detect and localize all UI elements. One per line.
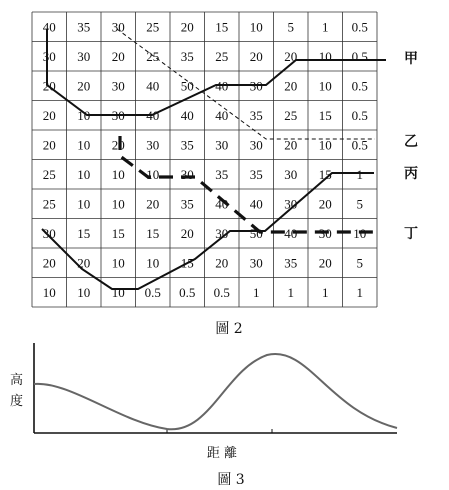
figure-2-caption: 圖 2: [215, 321, 243, 337]
grid-cell-value: 35: [284, 255, 298, 271]
grid-cell-value: 1: [322, 284, 329, 300]
grid-cell-value: 0.5: [351, 78, 368, 94]
grid-cell-value: 10: [77, 107, 91, 123]
grid-cell-value: 5: [287, 19, 294, 35]
grid-cell-value: 40: [215, 196, 229, 212]
grid-cell-value: 10: [146, 255, 160, 271]
grid-cell-value: 20: [77, 255, 91, 271]
grid-cell-value: 40: [284, 225, 298, 241]
elevation-profile-curve: [34, 354, 397, 429]
grid-cell-value: 25: [42, 166, 56, 182]
grid-cell-value: 20: [77, 78, 91, 94]
grid-cell-value: 30: [111, 19, 125, 35]
grid-cell-value: 30: [180, 166, 194, 182]
grid-cell-value: 30: [111, 107, 125, 123]
grid-cell-value: 20: [180, 225, 194, 241]
grid-cell-value: 25: [146, 19, 160, 35]
grid-cell-value: 35: [180, 196, 194, 212]
grid-cell-value: 1: [356, 166, 363, 182]
grid-cell-value: 50: [249, 225, 263, 241]
grid-cell-value: 0.5: [351, 48, 368, 64]
grid-cell-value: 30: [249, 137, 263, 153]
grid-cell-value: 30: [42, 48, 56, 64]
grid-cell-value: 10: [77, 166, 91, 182]
grid-cell-value: 10: [42, 284, 56, 300]
grid-cell-value: 25: [284, 107, 298, 123]
grid-cell-value: 0.5: [351, 137, 368, 153]
grid-cell-value: 0.5: [351, 19, 368, 35]
grid-cell-value: 30: [111, 78, 125, 94]
grid-cell-value: 35: [180, 48, 194, 64]
route-label-yi: 乙: [404, 134, 418, 150]
grid-cell-value: 30: [215, 225, 229, 241]
grid-cell-value: 0.5: [179, 284, 196, 300]
grid-cell-value: 10: [318, 78, 332, 94]
grid-cell-value: 10: [77, 284, 91, 300]
grid-cell-value: 15: [111, 225, 125, 241]
grid-cell-value: 20: [42, 137, 56, 153]
grid-cell-value: 40: [215, 107, 229, 123]
grid-cell-value: 15: [77, 225, 91, 241]
grid-cell-value: 10: [111, 255, 125, 271]
grid-cell-value: 10: [77, 196, 91, 212]
route-label-ding: 丁: [404, 226, 418, 242]
route-label-bing: 丙: [404, 166, 418, 182]
route-label-jia: 甲: [404, 51, 418, 67]
grid-cell-value: 50: [180, 78, 194, 94]
grid-cell-value: 0.5: [213, 284, 230, 300]
grid-cell-value: 10: [353, 225, 367, 241]
grid-cell-value: 40: [180, 107, 194, 123]
grid-cell-value: 10: [111, 196, 125, 212]
grid-cell-value: 20: [284, 137, 298, 153]
grid-cell-value: 20: [249, 48, 263, 64]
grid-cell-value: 30: [77, 48, 91, 64]
grid-cell-value: 30: [249, 255, 263, 271]
grid-cell-value: 25: [215, 48, 229, 64]
grid-cell-value: 40: [215, 78, 229, 94]
grid-cell-value: 20: [42, 107, 56, 123]
grid-cell-value: 1: [322, 19, 329, 35]
grid-cell-value: 30: [284, 166, 298, 182]
grid-cell-value: 35: [249, 107, 263, 123]
grid-cell-value: 20: [42, 255, 56, 271]
grid-cell-value: 30: [284, 196, 298, 212]
grid-cell-value: 10: [146, 166, 160, 182]
grid-cell-value: 1: [356, 284, 363, 300]
grid-cell-value: 15: [180, 255, 194, 271]
grid-cell-value: 15: [146, 225, 160, 241]
route-jia-line: [47, 29, 386, 115]
grid-cell-value: 35: [215, 166, 229, 182]
grid-cell-value: 40: [42, 19, 56, 35]
grid-cell-value: 40: [146, 78, 160, 94]
grid-cell-value: 15: [318, 107, 332, 123]
grid-cell-value: 10: [111, 284, 125, 300]
grid-cell-value: 30: [318, 225, 332, 241]
grid-cell-value: 20: [111, 137, 125, 153]
grid-cell-value: 10: [249, 19, 263, 35]
grid-cell-value: 10: [318, 48, 332, 64]
grid-cell-value: 10: [111, 166, 125, 182]
grid-cell-value: 10: [318, 137, 332, 153]
grid-cell-value: 40: [249, 196, 263, 212]
grid-cell-value: 40: [146, 107, 160, 123]
grid-cell-value: 1: [287, 284, 294, 300]
grid-cell-value: 35: [77, 19, 91, 35]
grid-cell-value: 10: [77, 137, 91, 153]
grid-cell-value: 30: [249, 78, 263, 94]
figure-3-caption: 圖 3: [217, 472, 245, 488]
grid-cell-value: 0.5: [351, 107, 368, 123]
grid-cell-value: 1: [253, 284, 260, 300]
grid-cell-value: 20: [215, 255, 229, 271]
grid-cell-value: 25: [42, 196, 56, 212]
grid-cell-value: 15: [215, 19, 229, 35]
grid-cell-value: 20: [318, 255, 332, 271]
grid-cell-value: 20: [146, 196, 160, 212]
grid-cell-value: 0.5: [144, 284, 161, 300]
grid-cell-value: 15: [318, 166, 332, 182]
grid-cell-value: 30: [42, 225, 56, 241]
grid-cell-value: 35: [249, 166, 263, 182]
y-axis-label-char-2: 度: [10, 394, 24, 409]
grid-cell-value: 20: [111, 48, 125, 64]
grid-cell-value: 30: [215, 137, 229, 153]
grid-cell-value: 20: [180, 19, 194, 35]
grid-cell-value: 20: [284, 78, 298, 94]
grid-cell-value: 30: [146, 137, 160, 153]
x-axis-label: 距 離: [206, 446, 238, 461]
grid-cell-value: 35: [180, 137, 194, 153]
grid-cell-value: 20: [284, 48, 298, 64]
y-axis-label-char-1: 高: [10, 373, 24, 388]
grid-cell-value: 5: [356, 255, 363, 271]
grid-cell-value: 20: [318, 196, 332, 212]
grid-cell-value: 25: [146, 48, 160, 64]
grid-cell-value: 5: [356, 196, 363, 212]
grid-cell-value: 20: [42, 78, 56, 94]
